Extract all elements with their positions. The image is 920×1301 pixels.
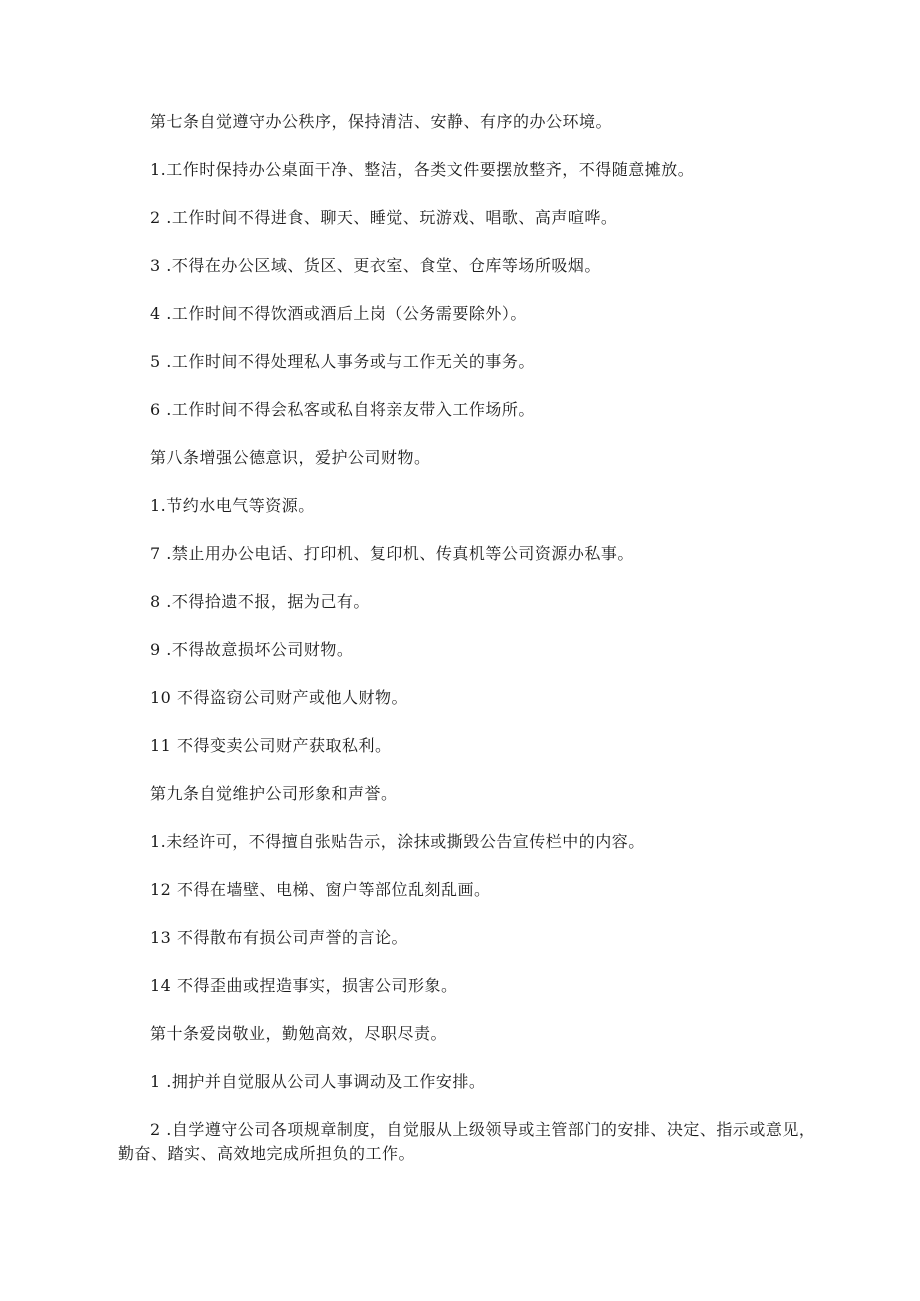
article-10-heading: 第十条爱岗敬业，勤勉高效，尽职尽责。 [150, 1024, 448, 1043]
article-8-heading: 第八条增强公德意识，爱护公司财物。 [150, 448, 431, 467]
article-8-item-11: 11 不得变卖公司财产获取私利。 [150, 736, 392, 755]
article-7-heading: 第七条自觉遵守办公秩序，保持清洁、安静、有序的办公环境。 [150, 112, 613, 131]
article-8-item-8: 8 .不得拾遗不报，据为己有。 [150, 592, 370, 611]
article-9-item-1: 1.未经许可，不得擅自张贴告示，涂抹或撕毁公告宣传栏中的内容。 [150, 832, 645, 851]
article-8-item-7: 7 .禁止用办公电话、打印机、复印机、传真机等公司资源办私事。 [150, 544, 634, 563]
article-10-item-1: 1 .拥护并自觉服从公司人事调动及工作安排。 [150, 1072, 486, 1091]
article-9-item-14: 14 不得歪曲或捏造事实，损害公司形象。 [150, 976, 458, 995]
article-7-item-1: 1.工作时保持办公桌面干净、整洁，各类文件要摆放整齐，不得随意摊放。 [150, 160, 695, 179]
article-7-item-3: 3 .不得在办公区域、货区、更衣室、食堂、仓库等场所吸烟。 [150, 256, 601, 275]
article-7-item-2: 2 .工作时间不得进食、聊天、睡觉、玩游戏、唱歌、高声喧哗。 [150, 208, 618, 227]
article-7-item-4: 4 .工作时间不得饮酒或酒后上岗（公务需要除外）。 [150, 304, 527, 323]
article-7-item-5: 5 .工作时间不得处理私人事务或与工作无关的事务。 [150, 352, 535, 371]
article-8-item-9: 9 .不得故意损坏公司财物。 [150, 640, 354, 659]
article-8-item-1: 1.节约水电气等资源。 [150, 496, 315, 515]
article-10-item-2: 2 .自学遵守公司各项规章制度，自觉服从上级领导或主管部门的安排、决定、指示或意见，勤奋、踏实、高效地完成所担负的工作。 [118, 1120, 816, 1163]
article-9-item-12: 12 不得在墙壁、电梯、窗户等部位乱刻乱画。 [150, 880, 491, 899]
article-7-item-6: 6 .工作时间不得会私客或私自将亲友带入工作场所。 [150, 400, 535, 419]
article-9-heading: 第九条自觉维护公司形象和声誉。 [150, 784, 398, 803]
article-9-item-13: 13 不得散布有损公司声誉的言论。 [150, 928, 408, 947]
article-8-item-10: 10 不得盗窃公司财产或他人财物。 [150, 688, 408, 707]
